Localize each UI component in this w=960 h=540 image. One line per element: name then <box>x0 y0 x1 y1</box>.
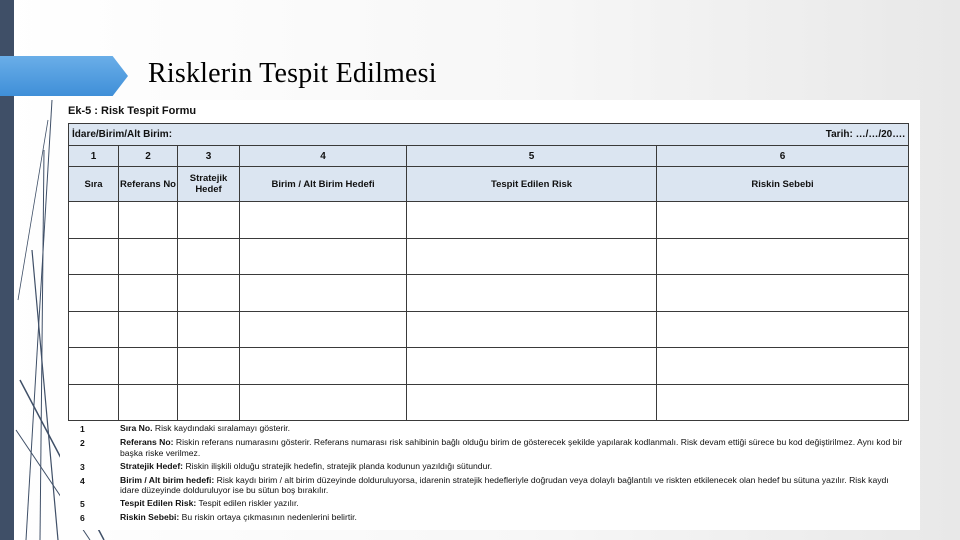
footnote-number: 4 <box>80 475 85 486</box>
empty-cell <box>240 384 407 421</box>
title-arrow-accent <box>0 56 128 96</box>
column-number-row <box>69 146 909 167</box>
footnote-body: Risk kaydındaki sıralamayı gösterir. <box>154 423 291 433</box>
empty-cell <box>69 202 119 239</box>
column-number: 6 <box>657 146 909 167</box>
column-number: 4 <box>240 146 407 167</box>
footnote-text <box>120 498 910 510</box>
footnote <box>80 423 910 435</box>
footnote-body: Risk kaydı birim / alt birim düzeyinde dolduruluyorsa, idarenin stratejik hedefleriyle doğrudan veya dolaylı bağlantılı ve riskten etkilenecek olan hedef bu sütuna yazılır. Risk kaydı idare düzeyinde dolduruluyor ise bu sütun boş bırakılır. <box>120 474 889 495</box>
empty-cell <box>407 348 657 385</box>
footnote-body: Riskin ilişkili olduğu stratejik hedefin, stratejik planda kodunun yazıldığı sütundur. <box>185 460 493 471</box>
empty-cell <box>178 275 240 312</box>
footnote-number: 6 <box>80 513 85 523</box>
footnotes <box>80 423 910 526</box>
empty-cell <box>657 311 909 348</box>
empty-cell <box>407 275 657 312</box>
empty-cell <box>240 348 407 385</box>
unit-label: İdare/Birim/Alt Birim: <box>69 124 240 146</box>
empty-cell <box>119 202 178 239</box>
empty-table-row <box>69 348 909 385</box>
form-title: Ek-5 : Risk Tespit Formu <box>68 105 197 117</box>
empty-cell <box>657 202 909 239</box>
empty-cell <box>69 311 119 348</box>
footnote-body: Bu riskin ortaya çıkmasının nedenlerini belirtir. <box>181 512 357 522</box>
footnote-label: Riskin Sebebi: <box>120 512 180 522</box>
empty-cell <box>178 202 240 239</box>
column-number: 1 <box>69 146 119 167</box>
footnote-text <box>120 437 910 458</box>
footnote <box>80 461 910 473</box>
empty-cell <box>178 238 240 275</box>
footnote-text <box>120 461 910 473</box>
empty-cell <box>657 348 909 385</box>
date-label: Tarih: …/…/20…. <box>240 124 909 146</box>
footnote-label: Stratejik Hedef: <box>120 460 184 471</box>
footnote-body: Tespit edilen riskler yazılır. <box>198 498 299 508</box>
footnote <box>80 498 910 510</box>
column-header-referans-no: Referans No <box>119 167 178 202</box>
empty-cell <box>178 384 240 421</box>
empty-table-row <box>69 384 909 421</box>
column-header-riskin-sebebi: Riskin Sebebi <box>657 167 909 202</box>
empty-cell <box>69 238 119 275</box>
footnote-text <box>120 475 910 496</box>
column-number: 5 <box>407 146 657 167</box>
empty-cell <box>119 311 178 348</box>
empty-table-row <box>69 238 909 275</box>
empty-cell <box>407 311 657 348</box>
empty-cell <box>69 275 119 312</box>
empty-cell <box>178 348 240 385</box>
info-row <box>69 124 909 146</box>
empty-cell <box>119 348 178 385</box>
column-number: 2 <box>119 146 178 167</box>
footnote-label: Tespit Edilen Risk: <box>120 498 197 508</box>
empty-cell <box>178 311 240 348</box>
empty-cell <box>240 275 407 312</box>
footnote-number: 3 <box>80 461 85 472</box>
empty-cell <box>657 384 909 421</box>
slide-title: Risklerin Tespit Edilmesi <box>148 58 437 89</box>
empty-cell <box>240 202 407 239</box>
empty-table-row <box>69 311 909 348</box>
empty-cell <box>119 275 178 312</box>
empty-rows <box>69 202 909 421</box>
footnote-number: 2 <box>80 438 85 448</box>
footnote-text <box>120 512 910 524</box>
risk-form-image <box>60 100 920 530</box>
column-number: 3 <box>178 146 240 167</box>
footnote-label: Referans No: <box>120 437 174 447</box>
footnote-number: 1 <box>80 424 85 434</box>
empty-cell <box>69 384 119 421</box>
footnote <box>80 437 910 458</box>
footnote <box>80 512 910 524</box>
empty-cell <box>407 238 657 275</box>
footnote-number: 5 <box>80 499 85 509</box>
empty-cell <box>657 238 909 275</box>
column-header-tespit-edilen-risk: Tespit Edilen Risk <box>407 167 657 202</box>
empty-cell <box>69 348 119 385</box>
column-header-birim-hedefi: Birim / Alt Birim Hedefi <box>240 167 407 202</box>
footnote-body: Riskin referans numarasını gösterir. Referans numarası risk sahibinin bağlı olduğu birim de gösterecek şekilde yapılarak kodlanmalı. Risk devam ettiği sürece bu kod değiştirilmez. Aynı kod bir başka riske verilmez. <box>120 437 903 458</box>
column-header-row <box>69 167 909 202</box>
empty-table-row <box>69 202 909 239</box>
column-header-sira: Sıra <box>69 167 119 202</box>
footnote-label: Sıra No. <box>120 423 153 433</box>
empty-cell <box>407 384 657 421</box>
empty-table-row <box>69 275 909 312</box>
empty-cell <box>119 384 178 421</box>
empty-cell <box>119 238 178 275</box>
footnote-label: Birim / Alt birim hedefi: <box>120 474 215 485</box>
empty-cell <box>657 275 909 312</box>
footnote <box>80 475 910 496</box>
footnote-text <box>120 423 910 435</box>
empty-cell <box>240 238 407 275</box>
empty-cell <box>407 202 657 239</box>
column-header-stratejik-hedef: Stratejik Hedef <box>178 167 240 202</box>
empty-cell <box>240 311 407 348</box>
risk-table <box>68 123 909 421</box>
